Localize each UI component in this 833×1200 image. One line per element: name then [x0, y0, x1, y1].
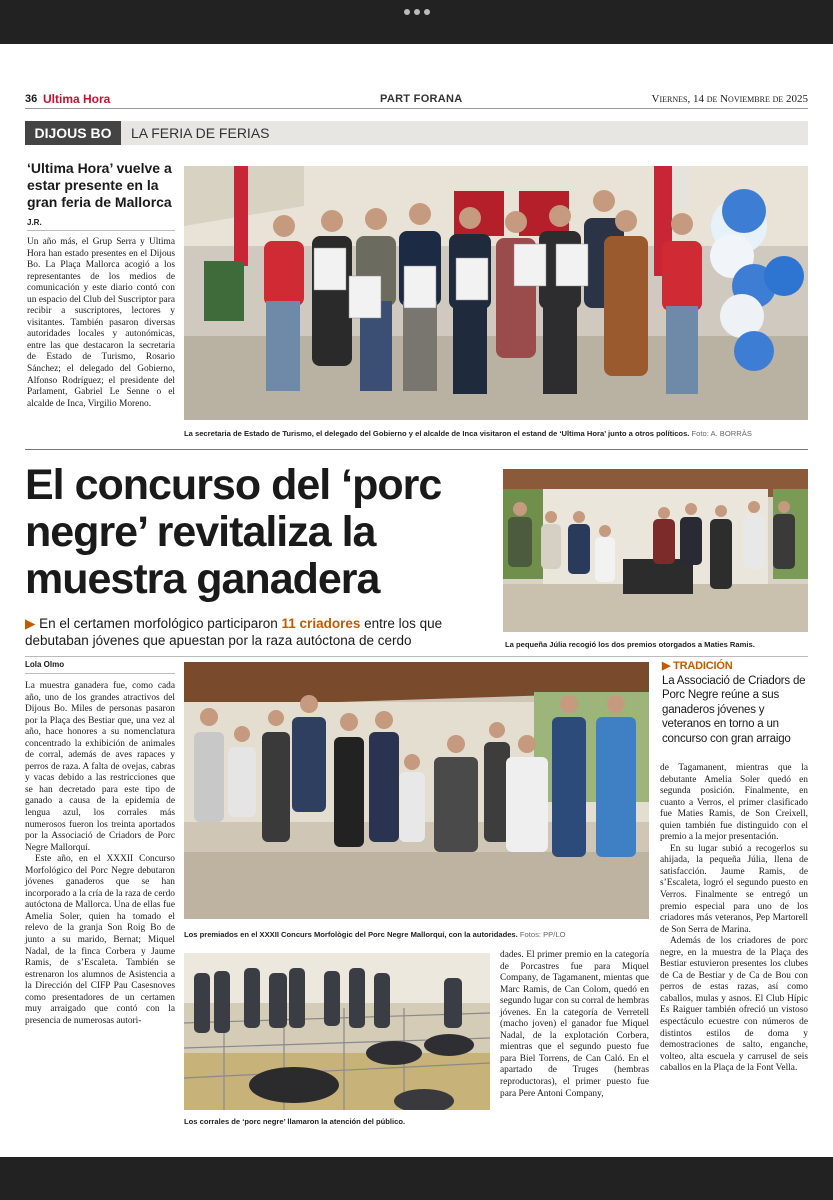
- page-number: 36: [25, 93, 38, 105]
- julia-award-photo-image: [503, 469, 808, 632]
- pig-pens-photo: [184, 953, 490, 1110]
- article-column-1: La muestra ganadera fue, como cada año, uno de los grandes atractivos del Dijous Bo. Miles de personas pasaron por la Plaça des Bestiar que, una vez al año, hace honores a su nomenclatura concentrado la exhibición de animales de corral, además de aves rapaces y perros de raza. A falta de ovejas, cabras y vacas debido a las restricciones que se han decretado para este tipo de ganado a causa de la epidemia de lengua azul, los corrales más numerosos fueron los treinta aportados por la Associació de Criadors de Porc Negre Mallorquí. Este año, en el XXXII Concurso Morfológico del Porc Negre debutaron jóvenes ganaderos que se han incorporado a la cría de la raza de cerdo autóctona de Mallorca. Una de ellas fue Amelia Soler, quien ha tomado el relevo de la granja Son Roig Bo de junto a su marido, Bernat; Miquel Nadal, de la finca Corbera y Jaume Ramis, de s’Escaleta. También se estrenaron los alumnos de Asistencia a la Dirección del CIFP Pau Casesnoves como presentadores de un certamen muy arraigado que contó con la presencia de numerosas autori-: [25, 681, 175, 1026]
- winners-photo-caption: Los premiados en el XXXII Concurs Morfològic del Porc Negre Mallorquí, con la autoridades. Fotos: PP/LO: [184, 930, 566, 939]
- page-header: [25, 92, 808, 108]
- winners-photo-image: [184, 662, 649, 919]
- arrow-icon: ▶: [25, 616, 40, 631]
- tradition-label: ▶ TRADICIÓN: [662, 660, 733, 672]
- section-name: PART FORANA: [380, 93, 463, 105]
- winners-photo-credit: Fotos: PP/LO: [519, 930, 566, 939]
- page-date: Viernes, 14 de Noviembre de 2025: [651, 93, 808, 105]
- tradition-text: La Associació de Criadors de Porc Negre reúne a sus ganaderos jóvenes y veteranos en torno a un concurso con gran arraigo: [662, 674, 806, 745]
- politicians-photo-caption: La secretaria de Estado de Turismo, el delegado del Gobierno y el alcalde de Inca visitaron el estand de ‘Ultima Hora’ junto a otros políticos. Foto: A. BORRÀS: [184, 429, 752, 438]
- tradition-sidebar: [662, 659, 808, 746]
- article-column-4: de Tagamanent, mientras que la debutante Amelia Soler quedó en segunda posición. Finalmente, en cuanto a Verros, el primer clasificado fue Maties Ramis, de Son Creixell, quien también fue distinguido con el premio a la mejor presentación. En su lugar subió a recogerlos su ahijada, la pequeña Júlia, llena de satisfacción. Jaume Ramis, de s’Escaleta, logró el segundo puesto en Verros. Finalmente se entregó un premio especial para uno de los criadores más veteranos, Pep Martorell de Son Serra de Marina. Además de los criadores de porc negre, en la muestra de la Plaça des Bestiar estuvieron presentes los clubes de Ca de Bestiar y de Ca de Bou con perros de estas razas, así como caballos, mulas y asnos. El Club Hípic Es Raiguer también ofreció un vistoso espectáculo ecuestre con números de distintos estilos de doma y demostraciones de salto, enganche, volteo, alta escuela y carrusel de seis caballos en la Plaça de la Font Vella.: [660, 763, 808, 1074]
- viewer-bottom-bar: [0, 1157, 833, 1200]
- brand-name: Ultima Hora: [43, 92, 111, 106]
- article-byline: Lola Olmo: [25, 660, 65, 669]
- politicians-photo-image: [184, 166, 808, 420]
- brief-headline: ‘Ultima Hora’ vuelve a estar presente en la gran feria de Mallorca: [27, 160, 172, 210]
- pig-pens-photo-caption: Los corrales de ‘porc negre’ llamaron la atención del público.: [184, 1117, 406, 1126]
- politicians-photo: [184, 166, 808, 420]
- winners-photo: [184, 662, 649, 919]
- article-headline: El concurso del ‘porc negre’ revitaliza la muestra ganadera: [25, 461, 442, 603]
- julia-photo-caption: La pequeña Júlia recogió los dos premios otorgados a Maties Ramis.: [505, 640, 755, 649]
- julia-award-photo: [503, 469, 808, 632]
- brief-byline: J.R.: [27, 218, 42, 227]
- photo-credit: Foto: A. BORRÀS: [691, 429, 752, 438]
- brief-body: Un año más, el Grup Serra y Ultima Hora han estado presentes en el Dijous Bo. La Plaça Mallorca acogió a los representantes de los medios de comunicación y este diario contó con un espacio del Club del Suscriptor para recibir a suscriptores, lectores y visitantes. También pasaron diversas autoridades locales y autonómicas, entre las que destacaron la secretaria de Estado de Turismo, Rosario Sánchez; el delegado del Gobierno, Alfonso Rodríguez; el presidente del Parlament, Gabriel Le Senne o el alcalde de Inca, Virgilio Moreno.: [27, 237, 175, 409]
- header-rule: [25, 108, 808, 109]
- kicker-tag: DIJOUS BO: [25, 121, 121, 145]
- kicker-title: LA FERIA DE FERIAS: [131, 125, 270, 141]
- article-subhead: ▶ En el certamen morfológico participaron 11 criadores entre los que debutaban jóvenes que apuestan por la raza autóctona de cerdo: [25, 616, 443, 648]
- pig-pens-photo-image: [184, 953, 490, 1110]
- article-column-3: dades. El primer premio en la categoría de Porcastres fue para Miquel Company, de Tagamanent, mientas que Marc Ramis, de Can Colom, quedó en segundo lugar con su corral de hembras jóvenes. En la categoría de Verretell (macho joven) el ganador fue Miquel Nadal, de la explotación Corbera, mientras que el segundo puesto fue para Biel Torrens, de Can Caló. En el apartado de Truges (hembras reproductoras), el primer puesto fue para Pere Antoni Company,: [500, 950, 649, 1099]
- kicker-bar: [25, 121, 808, 145]
